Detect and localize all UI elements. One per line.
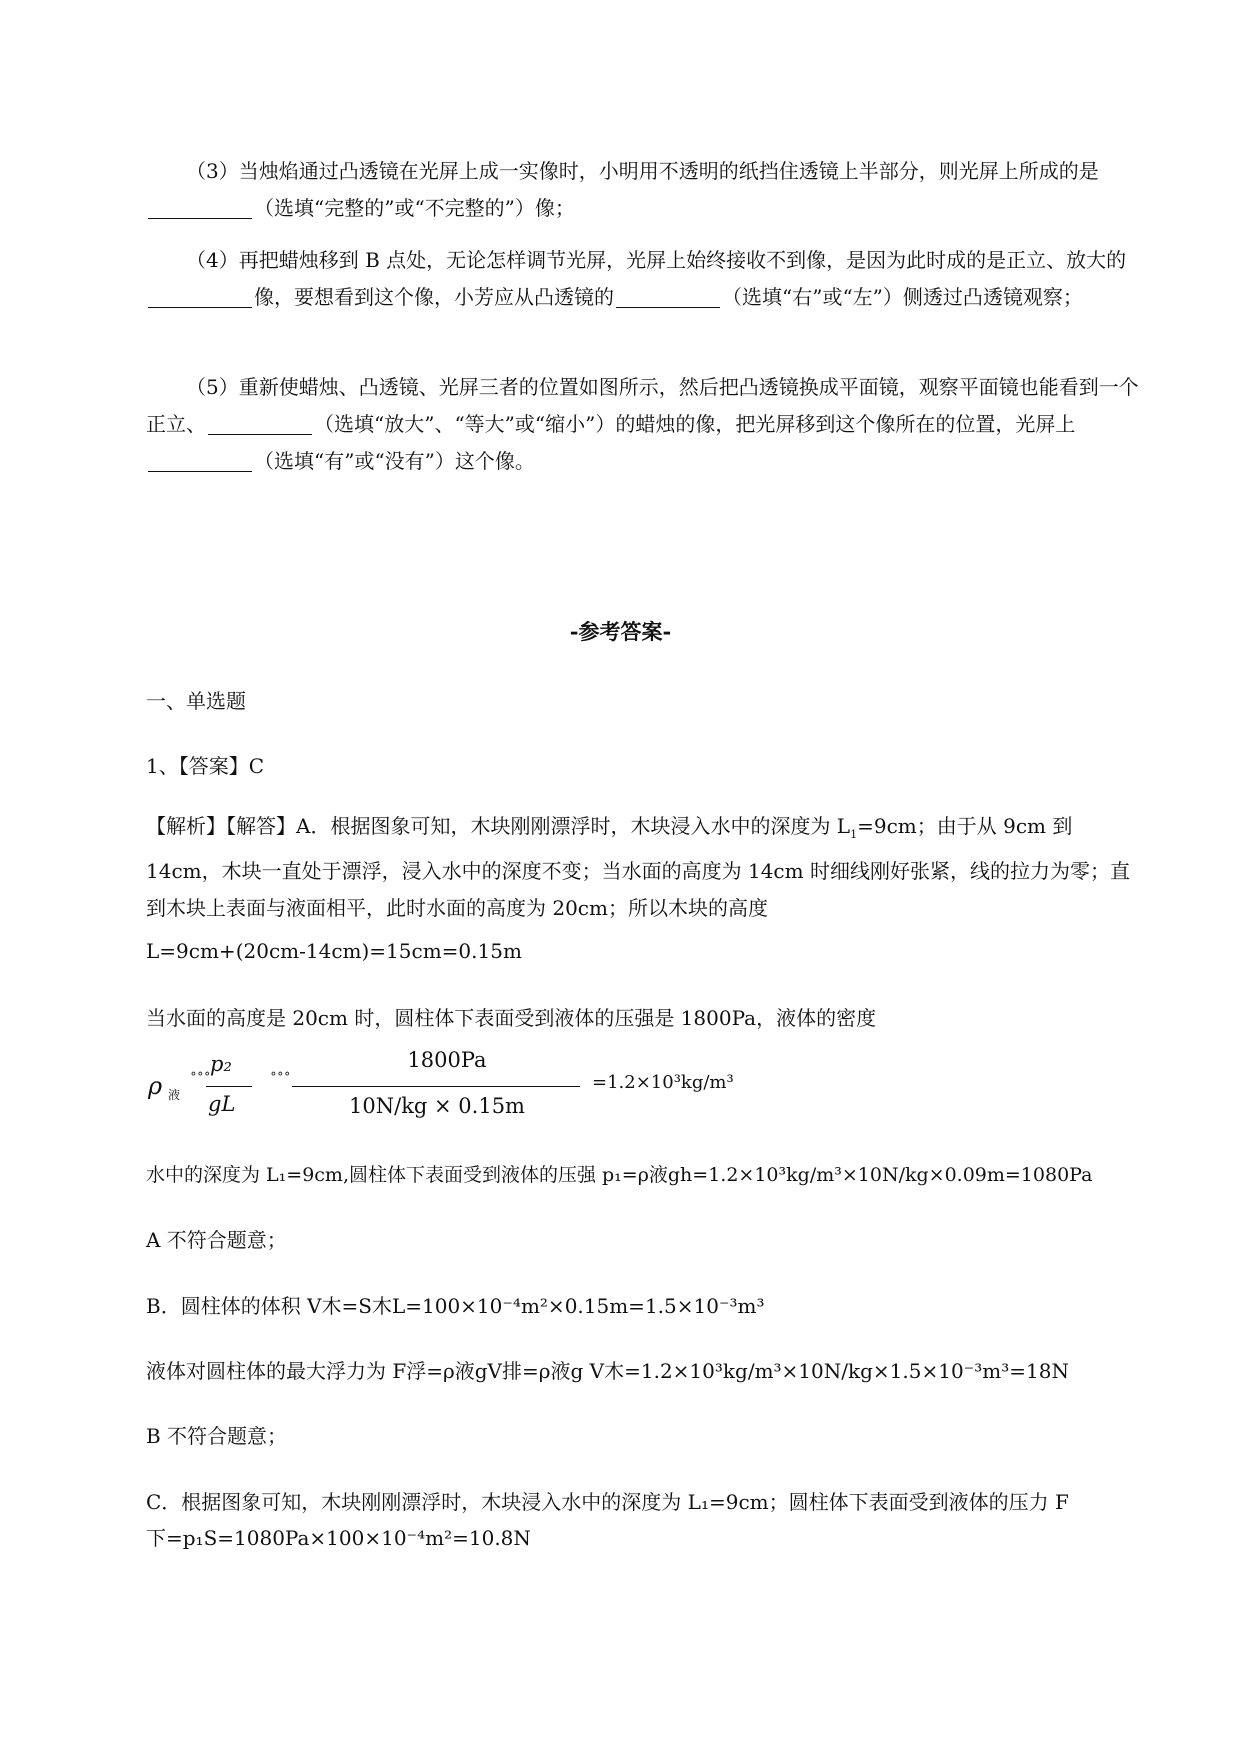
formula-glyph-1: ∘∘∘ (190, 1066, 211, 1082)
q3-blank (148, 198, 252, 219)
q5-text-3: （选填“有”或“没有”）这个像。 (254, 449, 535, 473)
question-3 (146, 153, 1146, 227)
q4-text-1: （4）再把蜡烛移到 B 点处，无论怎样调节光屏，光屏上始终接收不到像，是因为此时成的是正立、放大的 (186, 248, 1127, 272)
question-4 (146, 242, 1146, 316)
analysis-sub: 1 (850, 828, 858, 841)
density-formula (146, 1044, 746, 1134)
rho-symbol: ρ (148, 1072, 163, 1100)
answer-title: -参考答案- (569, 619, 672, 644)
q3-text-1: （3）当烛焰通过凸透镜在光屏上成一实像时，小明用不透明的纸挡住透镜上半部分，则光屏上所成的是 (186, 159, 1099, 183)
question-5 (146, 369, 1146, 480)
density-intro: 当水面的高度是 20cm 时，圆柱体下表面受到液体的压强是 1800Pa，液体的密度 (146, 1006, 877, 1030)
force-calc: 下=p₁S=1080Pa×100×10⁻⁴m²=10.8N (146, 1526, 531, 1550)
fraction-2-denominator: 10N/kg × 0.15m (349, 1094, 525, 1118)
q5-blank-2 (148, 451, 252, 472)
fraction-2-bar (292, 1086, 580, 1087)
formula-result: =1.2×10³kg/m³ (592, 1072, 734, 1093)
pressure-calc: 水中的深度为 L₁=9cm,圆柱体下表面受到液体的压强 p₁=ρ液gh=1.2×10³kg/m³×10N/kg×0.09m=1080Pa (146, 1164, 1093, 1186)
option-a-result: A 不符合题意； (146, 1228, 287, 1252)
option-b-result: B 不符合题意； (146, 1424, 288, 1448)
analysis-paragraph (146, 808, 1146, 927)
q5-text-1: （5）重新使蜡烛、凸透镜、光屏三者的位置如图所示，然后把凸透镜换成平面镜，观察平面镜也能看到一个正立、 (146, 375, 1139, 436)
q4-text-2: 像，要想看到这个像，小芳应从凸透镜的 (254, 285, 614, 309)
q3-text-2: （选填“完整的”或“不完整的”）像； (254, 196, 575, 220)
height-calc: L=9cm+(20cm-14cm)=15cm=0.15m (146, 939, 522, 963)
fraction-1-numerator: p₂ (210, 1052, 232, 1076)
rho-subscript: 液 (168, 1088, 181, 1102)
fraction-2-numerator: 1800Pa (407, 1048, 487, 1072)
analysis-text-2: =9cm；由于从 9cm 到 14cm，木块一直处于漂浮，浸入水中的深度不变；当水面的高度为 14cm 时细线刚好张紧，线的拉力为零；直到木块上表面与液面相平，此时水面的高度为 20cm；所以木块的高度 (146, 814, 1130, 920)
q4-blank-2 (616, 287, 720, 308)
buoyancy-calc: 液体对圆柱体的最大浮力为 F浮=ρ液gV排=ρ液g V木=1.2×10³kg/m³×10N/kg×1.5×10⁻³m³=18N (146, 1359, 1069, 1383)
answer-item-1: 1、【答案】C (146, 754, 265, 778)
option-c-text: C．根据图象可知，木块刚刚漂浮时，木块浸入水中的深度为 L₁=9cm；圆柱体下表面受到液体的压力 F (146, 1490, 1069, 1514)
q4-text-3: （选填“右”或“左”）侧透过凸透镜观察； (722, 285, 1083, 309)
q5-text-2: （选填“放大”、“等大”或“缩小”）的蜡烛的像，把光屏移到这个像所在的位置，光屏上 (314, 412, 1076, 436)
analysis-text-1: 【解析】【解答】A．根据图象可知，木块刚刚漂浮时，木块浸入水中的深度为 L (146, 814, 851, 838)
volume-calc: B．圆柱体的体积 V木=S木L=100×10⁻⁴m²×0.15m=1.5×10⁻³m³ (146, 1294, 765, 1318)
q5-blank-1 (208, 414, 312, 435)
fraction-1-bar (206, 1086, 252, 1087)
fraction-1-denominator: gL (208, 1092, 236, 1116)
section-heading: 一、单选题 (146, 689, 246, 713)
q4-blank-1 (148, 287, 252, 308)
formula-glyph-2: ∘∘∘ (270, 1066, 291, 1082)
